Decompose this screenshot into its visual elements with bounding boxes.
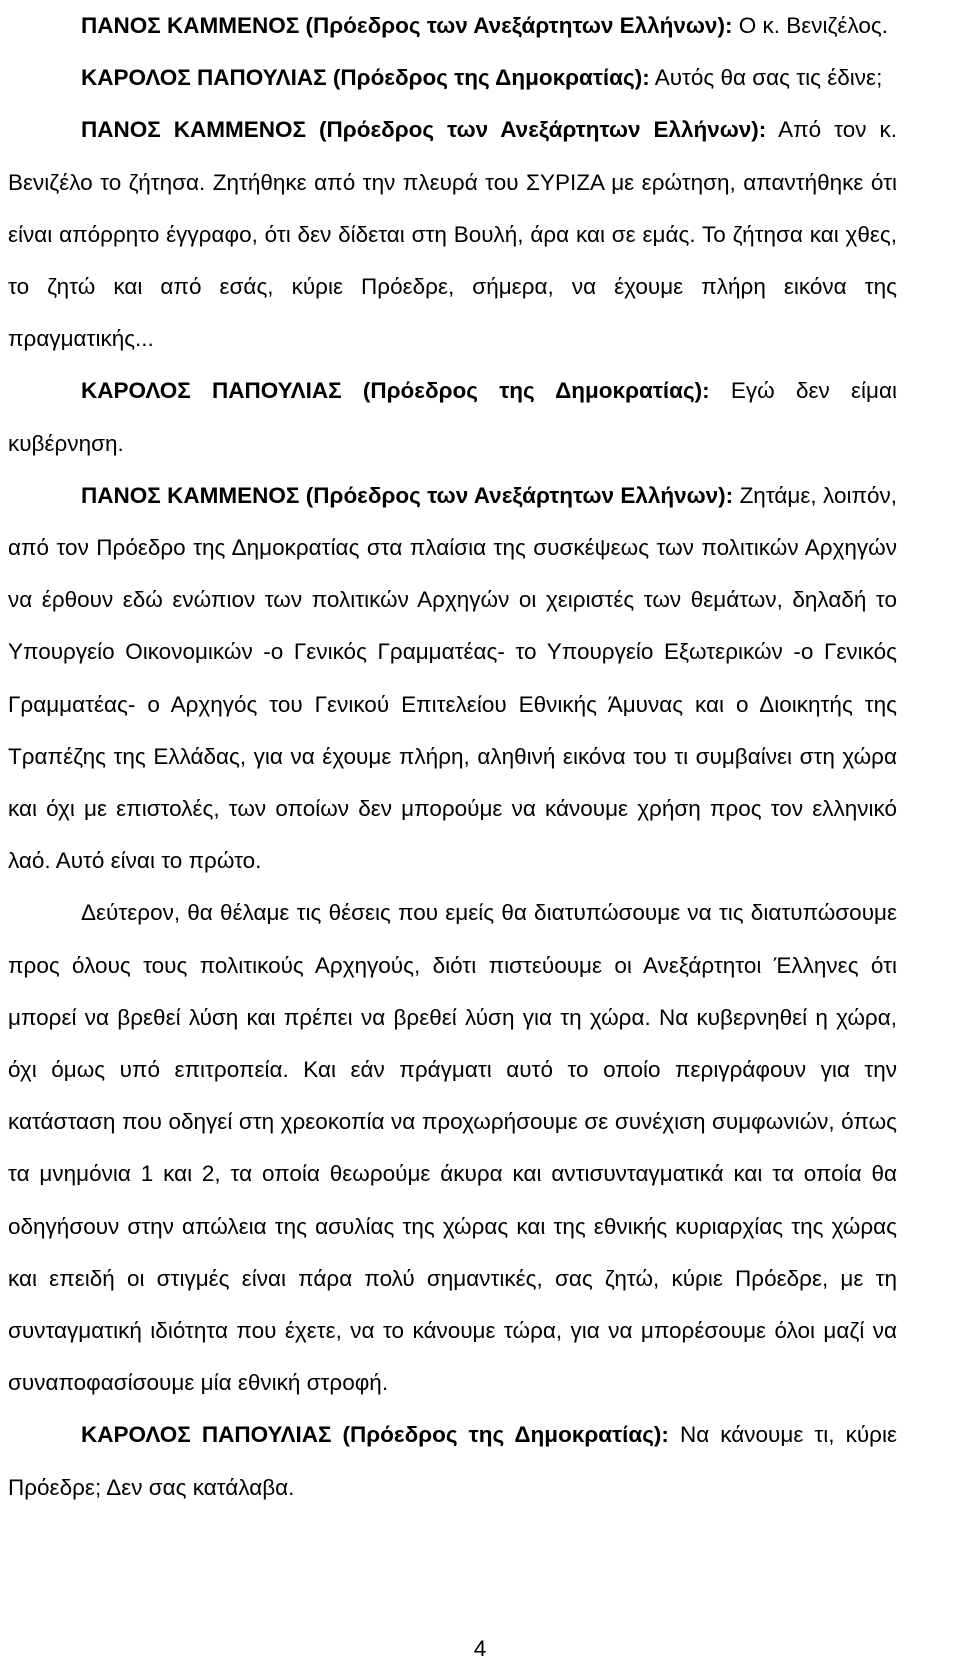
speaker-name: ΠΑΝΟΣ ΚΑΜΜΕΝΟΣ (Πρόεδρος των Ανεξάρτητων Ελλήνων): [81, 482, 734, 508]
speech-text: Από τον κ. Βενιζέλο το ζήτησα. Ζητήθηκε από την πλευρά του ΣΥΡΙΖΑ με ερώτηση, απαντήθηκε ότι είναι απόρρητο έγγραφο, ότι δεν δίδεται στη Βουλή, άρα και σε εμάς. Το ζήτησα και χθες, το ζητώ και από εσάς, κύριε Πρόεδρε, σήμερα, να έχουμε πλήρη εικόνα της πραγματικής... [8, 117, 897, 352]
speech-text: Να κάνουμε τι, κύριε Πρόεδρε; Δεν σας κατάλαβα. [8, 1422, 897, 1500]
transcript-paragraph [8, 0, 897, 52]
transcript-paragraph [8, 365, 897, 469]
speaker-name: ΚΑΡΟΛΟΣ ΠΑΠΟΥΛΙΑΣ (Πρόεδρος της Δημοκρατίας): [81, 378, 710, 404]
speech-text: Ο κ. Βενιζέλος. [738, 13, 888, 38]
transcript-paragraph [8, 887, 897, 1409]
transcript-paragraph [8, 1409, 897, 1513]
speech-text: Δεύτερον, θα θέλαμε τις θέσεις που εμείς θα διατυπώσουμε να τις διατυπώσουμε προς όλους τους πολιτικούς Αρχηγούς, διότι πιστεύουμε οι Ανεξάρτητοι Έλληνες ότι μπορεί να βρεθεί λύση και πρέπει να βρεθεί λύση για τη χώρα. Να κυβερνηθεί η χώρα, όχι όμως υπό επιτροπεία. Και εάν πράγματι αυτό το οποίο περιγράφουν για την κατάσταση που οδηγεί στη χρεοκοπία να προχωρήσουμε σε συνέχιση συμφωνιών, όπως τα μνημόνια 1 και 2, τα οποία θεωρούμε άκυρα και αντισυνταγματικά και τα οποία θα οδηγήσουν στην απώλεια της ασυλίας της χώρας και της εθνικής κυριαρχίας της χώρας και επειδή οι στιγμές είναι πάρα πολύ σημαντικές, σας ζητώ, κύριε Πρόεδρε, με τη συνταγματική ιδιότητα που έχετε, να το κάνουμε τώρα, για να μπορέσουμε όλοι μαζί να συναποφασίσουμε μία εθνική στροφή. [8, 900, 897, 1396]
speech-text: Εγώ δεν είμαι κυβέρνηση. [8, 378, 897, 456]
transcript-paragraph [8, 470, 897, 888]
speaker-name: ΚΑΡΟΛΟΣ ΠΑΠΟΥΛΙΑΣ (Πρόεδρος της Δημοκρατίας): [81, 1422, 669, 1448]
speech-text: Ζητάμε, λοιπόν, από τον Πρόεδρο της Δημοκρατίας στα πλαίσια της συσκέψεως των πολιτικών Αρχηγών να έρθουν εδώ ενώπιον των πολιτικών Αρχηγών οι χειριστές των θεμάτων, δηλαδή το Υπουργείο Οικονομικών -ο Γενικός Γραμματέας- το Υπουργείο Εξωτερικών -ο Γενικός Γραμματέας- ο Αρχηγός του Γενικού Επιτελείου Εθνικής Άμυνας και ο Διοικητής της Τραπέζης της Ελλάδας, για να έχουμε πλήρη, αληθινή εικόνα του τι συμβαίνει στη χώρα και όχι με επιστολές, των οποίων δεν μπορούμε να κάνουμε χρήση προς τον ελληνικό λαό. Αυτό είναι το πρώτο. [8, 482, 897, 874]
page-number: 4 [473, 1636, 487, 1661]
transcript-paragraph [8, 52, 897, 104]
speaker-name: ΠΑΝΟΣ ΚΑΜΜΕΝΟΣ (Πρόεδρος των Ανεξάρτητων Ελλήνων): [81, 117, 767, 143]
document-page [8, 0, 897, 1514]
transcript-paragraph [8, 104, 897, 365]
speaker-name: ΚΑΡΟΛΟΣ ΠΑΠΟΥΛΙΑΣ (Πρόεδρος της Δημοκρατίας): [81, 65, 650, 91]
speaker-name: ΠΑΝΟΣ ΚΑΜΜΕΝΟΣ (Πρόεδρος των Ανεξάρτητων Ελλήνων): [81, 13, 733, 38]
speech-text: Αυτός θα σας τις έδινε; [654, 65, 883, 91]
